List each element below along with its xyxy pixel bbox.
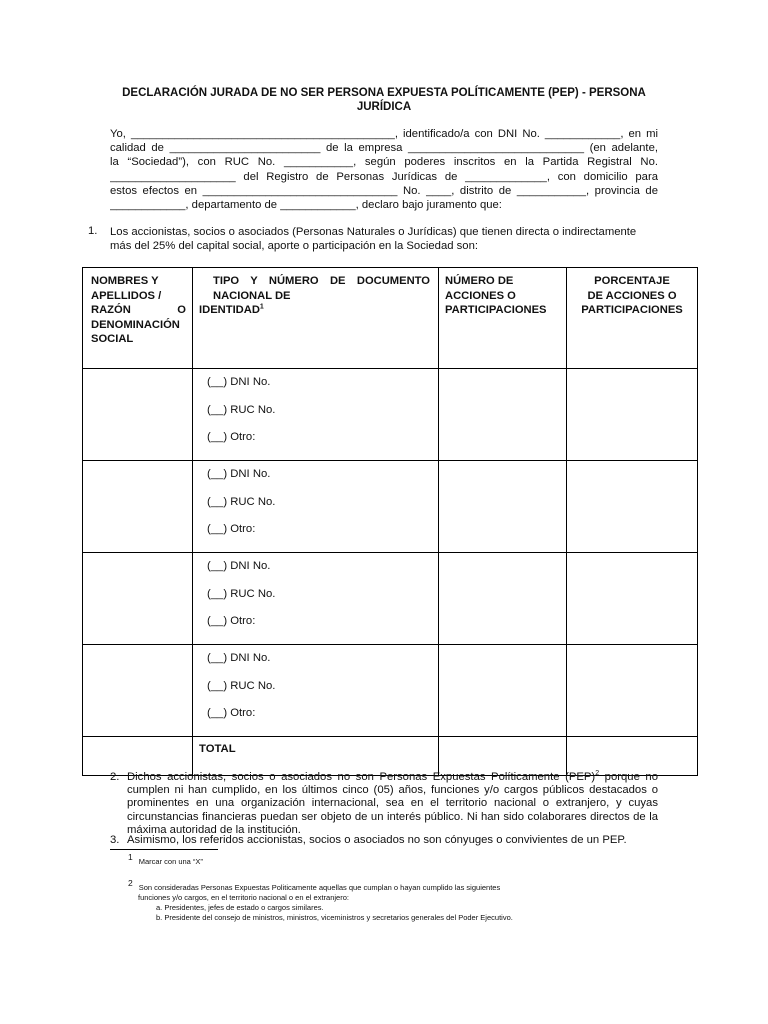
declarant-paragraph bbox=[110, 127, 658, 212]
name-cell[interactable] bbox=[83, 553, 193, 645]
footnote-1-text: Marcar con una “X” bbox=[138, 857, 203, 866]
footnote-1-mark: 1 bbox=[128, 852, 133, 862]
table-row bbox=[83, 369, 698, 461]
footnote-2-item-b: b. Presidente del consejo de ministros, ministros, viceministros y secretarios generales del Poder Ejecutivo. bbox=[156, 913, 513, 922]
dni-option[interactable]: (__) DNI No. bbox=[207, 560, 271, 572]
other-option[interactable]: (__) Otro: bbox=[207, 707, 256, 719]
document-cell bbox=[193, 369, 439, 461]
intro-line: ____________________ del Registro de Personas Jurídicas de _____________, con domicilio para bbox=[110, 170, 658, 183]
dni-option[interactable]: (__) DNI No. bbox=[207, 468, 271, 480]
shares-number-cell[interactable] bbox=[439, 369, 567, 461]
page-title bbox=[100, 86, 668, 114]
dni-option[interactable]: (__) DNI No. bbox=[207, 652, 271, 664]
item-2-text-b: porque no cumplen ni han cumplido, en los últimos cinco (05) años, funciones y/o cargos públicos destacados o prominentes en una organización internacional, sea en el territorio nacional o extranjero, y cuyas circunstancias financieras puedan ser objeto de un interés público. Ni han sido colaborares directos de la máxima autoridad de la institución. bbox=[127, 771, 658, 836]
item-3-text: Asimismo, los referidos accionistas, socios o asociados no son cónyuges o convivientes de un PEP. bbox=[127, 834, 627, 846]
name-cell[interactable] bbox=[83, 645, 193, 737]
header-document: TIPO Y NÚMERO DE DOCUMENTO NACIONAL DE IDENTIDAD$^1$ bbox=[193, 268, 439, 369]
header-shares-number: NÚMERO DE ACCIONES O PARTICIPACIONES bbox=[439, 268, 567, 369]
title-line-1: DECLARACIÓN JURADA DE NO SER PERSONA EXPUESTA POLÍTICAMENTE (PEP) - PERSONA bbox=[122, 87, 646, 99]
footnote-divider bbox=[110, 849, 218, 850]
dni-option[interactable]: (__) DNI No. bbox=[207, 376, 271, 388]
shares-number-cell[interactable] bbox=[439, 553, 567, 645]
shares-number-cell[interactable] bbox=[439, 461, 567, 553]
item-2 bbox=[110, 771, 658, 837]
other-option[interactable]: (__) Otro: bbox=[207, 523, 256, 535]
shares-percentage-cell[interactable] bbox=[567, 369, 698, 461]
intro-line: estos efectos en _______________________________ No. ____, distrito de ___________, provincia de bbox=[110, 184, 658, 197]
other-option[interactable]: (__) Otro: bbox=[207, 615, 256, 627]
item-2-text-a: Dichos accionistas, socios o asociados no son Personas Expuestas Políticamente (PEP) bbox=[127, 771, 596, 783]
total-row bbox=[83, 737, 698, 776]
intro-line: ____________, departamento de ____________, declaro bajo juramento que: bbox=[110, 199, 502, 212]
footnote-2-mark: 2 bbox=[128, 878, 133, 888]
shares-percentage-cell[interactable] bbox=[567, 645, 698, 737]
footnote-1 bbox=[128, 852, 203, 867]
item-3 bbox=[110, 834, 658, 847]
document-cell bbox=[193, 553, 439, 645]
item-3-number: 3. bbox=[110, 834, 120, 846]
shares-percentage-cell[interactable] bbox=[567, 553, 698, 645]
name-cell[interactable] bbox=[83, 369, 193, 461]
name-cell[interactable] bbox=[83, 461, 193, 553]
header-names: NOMBRES Y APELLIDOS / RAZÓN O DENOMINACIÓN SOCIAL bbox=[83, 268, 193, 369]
shares-number-cell[interactable] bbox=[439, 645, 567, 737]
table-row bbox=[83, 645, 698, 737]
ruc-option[interactable]: (__) RUC No. bbox=[207, 679, 276, 692]
table-row bbox=[83, 553, 698, 645]
item-1-text: Los accionistas, socios o asociados (Personas Naturales o Jurídicas) que tienen directa o indirectamente más del 25% del capital social, aporte o participación en la Sociedad son: bbox=[110, 226, 637, 253]
table-header-row bbox=[83, 268, 698, 369]
footnote-2 bbox=[128, 878, 598, 923]
item-1-number: 1. bbox=[88, 225, 98, 237]
footnote-2-line-1: Son consideradas Personas Expuestas Politicamente aquellas que cumplan o hayan cumplido las siguientes bbox=[138, 883, 501, 892]
document-cell bbox=[193, 645, 439, 737]
table-row bbox=[83, 461, 698, 553]
total-empty-cell bbox=[83, 737, 193, 776]
ruc-option[interactable]: (__) RUC No. bbox=[207, 495, 276, 508]
total-shares-percentage-cell[interactable] bbox=[567, 737, 698, 776]
footnote-ref-2: 2 bbox=[595, 770, 600, 778]
footnote-ref-1: 1 bbox=[259, 303, 264, 311]
document-cell bbox=[193, 461, 439, 553]
footnote-2-item-a: a. Presidentes, jefes de estado o cargos similares. bbox=[156, 903, 324, 912]
item-2-number: 2. bbox=[110, 771, 120, 783]
intro-line: la “Sociedad”), con RUC No. ___________, según poderes inscritos en la Partida Registral No. bbox=[110, 156, 658, 169]
ruc-option[interactable]: (__) RUC No. bbox=[207, 403, 276, 416]
other-option[interactable]: (__) Otro: bbox=[207, 431, 256, 443]
total-label: TOTAL bbox=[193, 737, 439, 776]
ruc-option[interactable]: (__) RUC No. bbox=[207, 587, 276, 600]
shareholders-table bbox=[82, 267, 698, 776]
shares-percentage-cell[interactable] bbox=[567, 461, 698, 553]
total-shares-number-cell[interactable] bbox=[439, 737, 567, 776]
title-line-2: JURÍDICA bbox=[356, 101, 412, 113]
intro-line: Yo, __________________________________________, identificado/a con DNI No. ____________, en mi bbox=[110, 128, 658, 140]
footnote-2-line-2: funciones y/o cargos, en el territorio nacional o en el extranjero: bbox=[138, 893, 349, 902]
header-shares-percentage: PORCENTAJE DE ACCIONES O PARTICIPACIONES bbox=[567, 268, 698, 369]
intro-line: calidad de ________________________ de la empresa ____________________________ (en adelante, bbox=[110, 142, 658, 155]
